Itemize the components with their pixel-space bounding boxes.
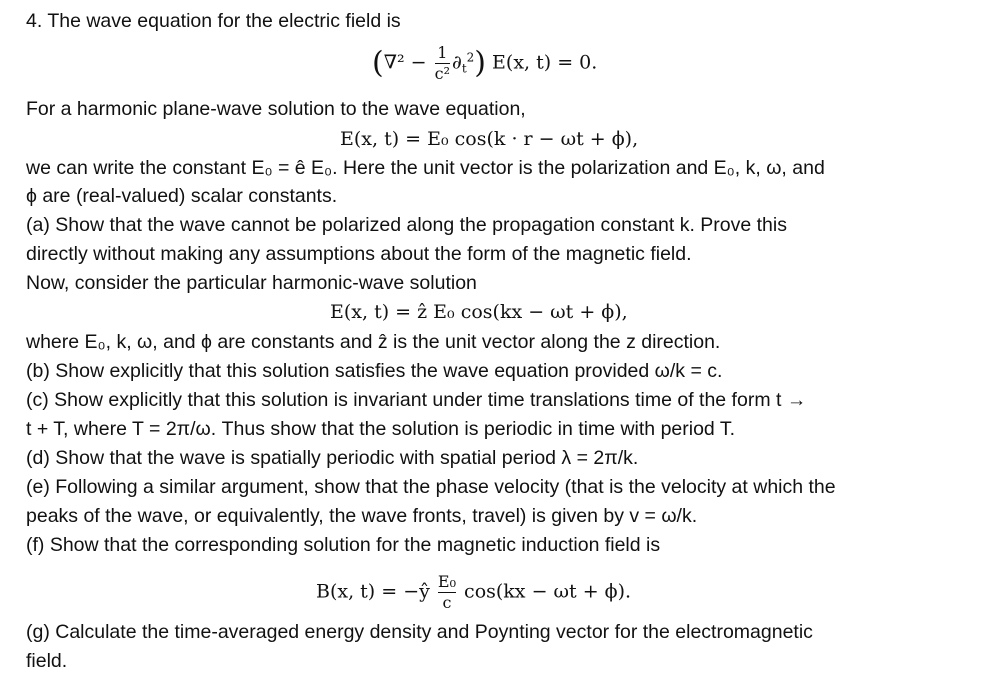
part-e-line: peaks of the wave, or equivalently, the wave fronts, travel) is given by v = ω/k. bbox=[26, 505, 698, 527]
part-d-line: (d) Show that the wave is spatially periodic with spatial period λ = 2π/k. bbox=[26, 447, 639, 469]
part-c-line: t + T, where T = 2π/ω. Thus show that the solution is periodic in time with period T. bbox=[26, 418, 736, 440]
part-g-line: (g) Calculate the time-averaged energy density and Poynting vector for the electromagnetic bbox=[26, 621, 813, 643]
part-b-line: (b) Show explicitly that this solution satisfies the wave equation provided ω/k = c. bbox=[26, 360, 723, 382]
magnetic-field-equation: B(x, t) = −ŷ $\frac{\text{E₀}}{c}$ cos(kx − ωt + ϕ). bbox=[316, 572, 632, 612]
part-f-line: (f) Show that the corresponding solution for the magnetic induction field is bbox=[26, 534, 661, 556]
part-c-line: (c) Show explicitly that this solution is invariant under time translations time of the form t → bbox=[26, 389, 807, 411]
problem-text-line: ϕ are (real-valued) scalar constants. bbox=[26, 185, 338, 207]
part-a-line: directly without making any assumptions about the form of the magnetic field. bbox=[26, 243, 692, 265]
part-e-line: (e) Following a similar argument, show that the phase velocity (that is the velocity at which the bbox=[26, 476, 836, 498]
problem-text-line: where E₀, k, ω, and ϕ are constants and ẑ is the unit vector along the z direction. bbox=[26, 331, 721, 353]
problem-intro-line: 4. The wave equation for the electric field is bbox=[26, 10, 401, 32]
problem-text-line: Now, consider the particular harmonic-wave solution bbox=[26, 272, 477, 294]
plane-wave-equation: E(x, t) = E₀ cos(k · r − ωt + ϕ), bbox=[340, 128, 639, 150]
harmonic-wave-equation: E(x, t) = ẑ E₀ cos(kx − ωt + ϕ), bbox=[330, 301, 628, 323]
part-g-line: field. bbox=[26, 650, 68, 672]
problem-text-line: we can write the constant E₀ = ê E₀. Here the unit vector is the polarization and E₀, k, ω, and bbox=[26, 157, 825, 179]
part-a-line: (a) Show that the wave cannot be polarized along the propagation constant k. Prove this bbox=[26, 214, 787, 236]
magnetic-field-fraction: $\frac{\text{E₀}}{c}$ bbox=[437, 572, 457, 612]
problem-text-line: For a harmonic plane-wave solution to the wave equation, bbox=[26, 98, 526, 120]
wave-equation-fraction: $\frac{1}{\text{c²}}$ bbox=[434, 43, 450, 83]
wave-equation: (∇² − $\frac{1}{\text{c²}}$ $\partial_t^2$) E(x, t) = 0. bbox=[372, 43, 598, 83]
